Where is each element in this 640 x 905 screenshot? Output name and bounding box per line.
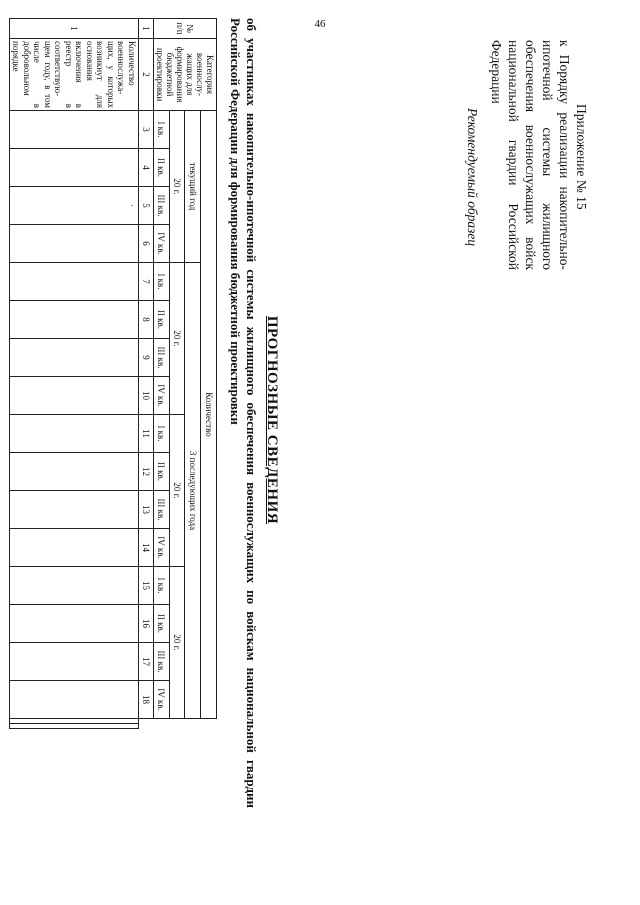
- column-number: 10: [139, 377, 154, 415]
- column-number: 6: [139, 225, 154, 263]
- page-number: 46: [314, 18, 326, 30]
- quarter-header: II кв.: [154, 149, 170, 187]
- data-cell: [10, 339, 139, 377]
- quarter-header: I кв.: [154, 263, 170, 301]
- data-cell: [10, 567, 139, 605]
- quarter-header: III кв.: [154, 187, 170, 225]
- data-cell: [10, 605, 139, 643]
- header-quantity: Количество: [201, 111, 217, 719]
- appendix-title: Приложение № 15: [574, 104, 589, 210]
- quarter-header: I кв.: [154, 415, 170, 453]
- header-current-year: текущий год: [185, 111, 201, 263]
- column-number: 4: [139, 149, 154, 187]
- data-cell: [10, 225, 139, 263]
- quarter-header: II кв.: [154, 301, 170, 339]
- quarter-header: III кв.: [154, 491, 170, 529]
- table-row: [10, 19, 139, 729]
- column-number: 14: [139, 529, 154, 567]
- column-number: 13: [139, 491, 154, 529]
- data-cell: [10, 377, 139, 415]
- rotated-sheet: [11, 0, 610, 840]
- quarter-header: III кв.: [154, 339, 170, 377]
- document-title: ПРОГНОЗНЫЕ СВЕДЕНИЯ: [264, 315, 280, 525]
- data-cell: [10, 149, 139, 187]
- data-cell: [10, 681, 139, 719]
- column-number: 9: [139, 339, 154, 377]
- quarter-header: IV кв.: [154, 225, 170, 263]
- column-number: 2: [139, 39, 154, 111]
- quarter-header: IV кв.: [154, 377, 170, 415]
- column-number: 17: [139, 643, 154, 681]
- column-number: 3: [139, 111, 154, 149]
- forecast-table: [9, 18, 217, 729]
- quarter-header: II кв.: [154, 605, 170, 643]
- header-year-4: 20 г.: [169, 567, 185, 719]
- data-cell: [10, 263, 139, 301]
- column-number: 18: [139, 681, 154, 719]
- column-number: 16: [139, 605, 154, 643]
- header-no: № п/п: [154, 19, 217, 39]
- data-cell: [10, 111, 139, 149]
- column-number: 1: [139, 19, 154, 39]
- header-category: Категория военнослу-жащих для формирования бюджетной проектировки: [154, 39, 217, 111]
- data-cell: [10, 415, 139, 453]
- column-number: 8: [139, 301, 154, 339]
- column-number-row: [139, 19, 154, 729]
- header-row-2: [185, 19, 201, 729]
- quarter-header: IV кв.: [154, 529, 170, 567]
- appendix-block: [488, 40, 590, 270]
- data-cell: [10, 453, 139, 491]
- quarter-header: I кв.: [154, 567, 170, 605]
- row-category-text: Количество военнослужа-щих, у которых возникнут для основания включения в реестр в соответствую-щем году, в том числе в добровольном порядке: [10, 39, 139, 111]
- header-year-3: 20 г.: [169, 415, 185, 567]
- column-number: 11: [139, 415, 154, 453]
- document-subtitle: об участниках накопительно-ипотечной системы жилищного обеспечения военнослужащих по войскам национальной гвардии Российской Федерации для формирования бюджетной проектировки: [228, 18, 259, 808]
- header-next-years: 3 последующих года: [185, 263, 201, 719]
- row-number: 1: [10, 19, 139, 39]
- data-cell: [10, 724, 139, 729]
- quarter-header: IV кв.: [154, 681, 170, 719]
- appendix-body: к Порядку реализации накопительно-ипотечной системы жилищного обеспечения военнослужащих войск национальной гвардии Российской Федерации: [489, 40, 572, 270]
- data-cell: [10, 301, 139, 339]
- header-year-1: 20 г.: [169, 111, 185, 263]
- header-row-3: [169, 19, 185, 729]
- data-cell: [10, 529, 139, 567]
- column-number: 15: [139, 567, 154, 605]
- header-row-1: [201, 19, 217, 729]
- header-row-quarters: [154, 19, 170, 729]
- column-number: 7: [139, 263, 154, 301]
- quarter-header: II кв.: [154, 453, 170, 491]
- column-number: 5: [139, 187, 154, 225]
- sample-label: Рекомендуемый образец: [465, 108, 480, 247]
- quarter-header: III кв.: [154, 643, 170, 681]
- column-number: 12: [139, 453, 154, 491]
- data-cell: [10, 491, 139, 529]
- quarter-header: I кв.: [154, 111, 170, 149]
- data-cell: [10, 643, 139, 681]
- header-year-2: 20 г.: [169, 263, 185, 415]
- data-cell-stray-mark: ·: [10, 187, 139, 225]
